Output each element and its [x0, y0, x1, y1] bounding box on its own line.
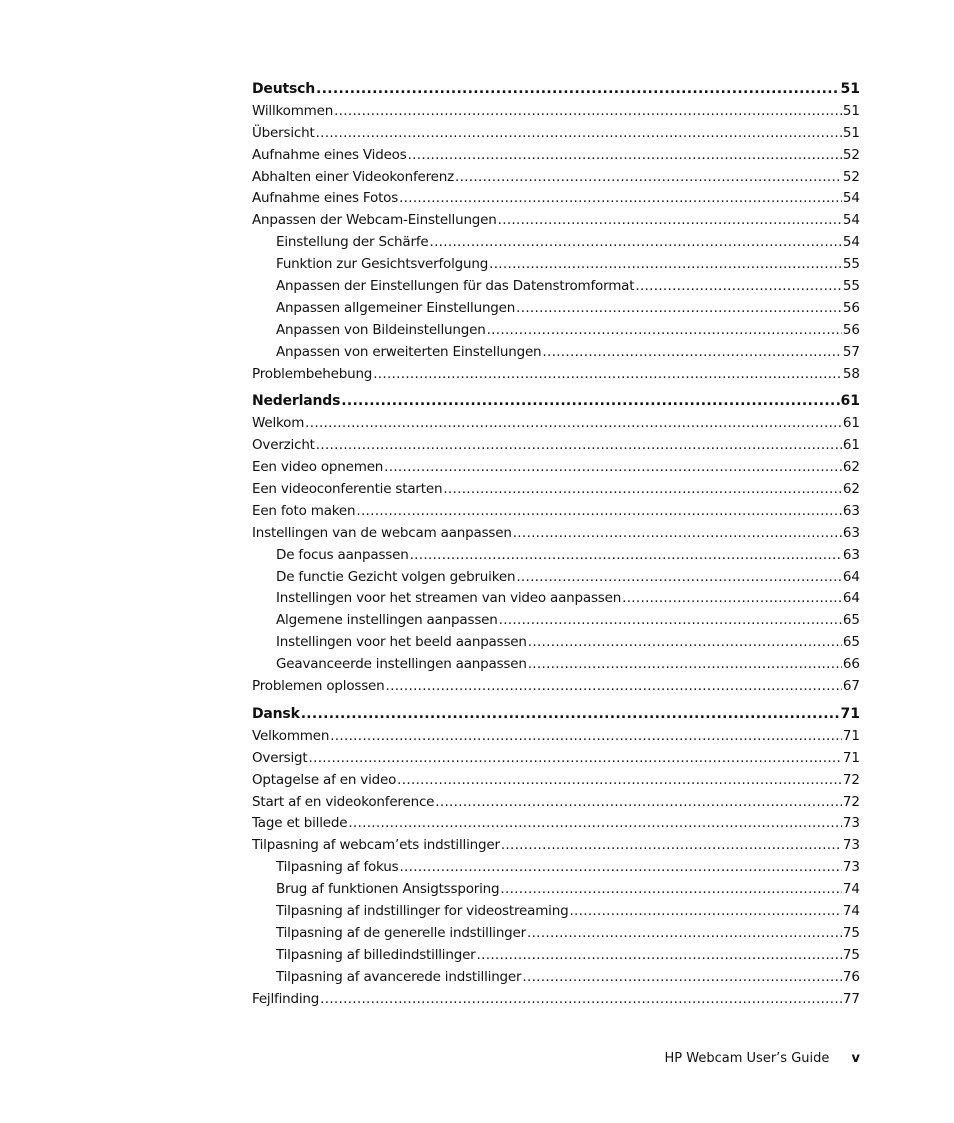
dot-leader — [542, 342, 841, 364]
toc-entry — [252, 588, 860, 610]
toc-entry — [252, 567, 860, 589]
toc-entry — [252, 342, 860, 364]
toc-page-number: 75 — [842, 924, 860, 941]
toc-entry — [252, 101, 860, 123]
toc-entry — [252, 654, 860, 676]
toc-entry-title: Een videoconferentie starten — [252, 481, 443, 498]
dot-leader — [516, 567, 842, 589]
toc-entry-title: Algemene instellingen aanpassen — [276, 612, 498, 629]
toc-entry — [252, 232, 860, 254]
dot-leader — [305, 413, 842, 435]
toc-entry — [252, 945, 860, 967]
toc-page-number: 73 — [842, 837, 860, 854]
toc-entry-title: Instellingen voor het streamen van video aanpassen — [276, 590, 622, 607]
toc-entry — [252, 770, 860, 792]
toc-page-number: 62 — [842, 459, 860, 476]
toc-section — [252, 391, 860, 697]
dot-leader — [455, 167, 842, 189]
dot-leader — [489, 254, 842, 276]
dot-leader — [316, 79, 840, 101]
toc-section — [252, 79, 860, 385]
toc-entry-title: Tage et billede — [252, 815, 348, 832]
toc-entry-title: Start af en videokonference — [252, 793, 435, 810]
toc-entry — [252, 792, 860, 814]
toc-page-number: 52 — [842, 168, 860, 185]
toc-entry-title: Deutsch — [252, 81, 315, 97]
toc-page-number: 54 — [842, 190, 860, 207]
toc-entry — [252, 857, 860, 879]
dot-leader — [399, 188, 842, 210]
dot-leader — [334, 101, 842, 123]
toc-entry — [252, 923, 860, 945]
toc-entry-title: Een foto maken — [252, 502, 356, 519]
toc-entry-title: Anpassen von erweiterten Einstellungen — [276, 343, 542, 360]
dot-leader — [373, 364, 842, 386]
toc-entry — [252, 457, 860, 479]
toc-entry-title: Oversigt — [252, 749, 308, 766]
dot-leader — [408, 145, 842, 167]
toc-entry — [252, 813, 860, 835]
toc-page-number: 64 — [842, 568, 860, 585]
toc-page-number: 77 — [842, 990, 860, 1007]
toc-entry-title: De focus aanpassen — [276, 546, 409, 563]
toc-entry-title: Tilpasning af avancerede indstillinger — [276, 968, 522, 985]
dot-leader — [430, 232, 842, 254]
toc-page-number: 76 — [842, 968, 860, 985]
toc-entry — [252, 435, 860, 457]
toc-entry-title: Instellingen voor het beeld aanpassen — [276, 634, 527, 651]
toc-page-number: 72 — [842, 793, 860, 810]
dot-leader — [397, 770, 842, 792]
dot-leader — [527, 923, 842, 945]
toc-page-number: 75 — [842, 946, 860, 963]
toc-entry — [252, 748, 860, 770]
dot-leader — [348, 813, 841, 835]
dot-leader — [399, 857, 841, 879]
toc-entry-title: Nederlands — [252, 393, 341, 410]
toc-entry — [252, 901, 860, 923]
toc-page-number: 63 — [842, 546, 860, 563]
toc-entry — [252, 188, 860, 210]
toc-section-heading — [252, 79, 860, 101]
page-footer — [665, 1051, 860, 1066]
toc-entry-title: Willkommen — [252, 102, 334, 119]
toc-page-number: 67 — [842, 678, 860, 695]
toc-entry-title: De functie Gezicht volgen gebruiken — [276, 568, 516, 585]
toc-entry — [252, 479, 860, 501]
toc-entry — [252, 320, 860, 342]
toc-entry-title: Funktion zur Gesichtsverfolgung — [276, 256, 489, 273]
toc-page-number: 71 — [842, 727, 860, 744]
toc-page-number: 61 — [840, 393, 860, 410]
toc-page-number: 54 — [842, 234, 860, 251]
toc-entry-title: Tilpasning af webcam’ets indstillinger — [252, 837, 500, 854]
toc-entry-title: Optagelse af en video — [252, 771, 397, 788]
toc-entry — [252, 632, 860, 654]
table-of-contents — [252, 79, 860, 1016]
toc-page-number: 62 — [842, 481, 860, 498]
toc-entry-title: Tilpasning af indstillinger for videostreaming — [276, 902, 569, 919]
dot-leader — [498, 210, 842, 232]
toc-entry-title: Tilpasning af de generelle indstillinger — [276, 924, 526, 941]
dot-leader — [499, 610, 842, 632]
toc-page-number: 55 — [842, 256, 860, 273]
toc-page-number: 52 — [842, 146, 860, 163]
dot-leader — [500, 879, 841, 901]
toc-entry-title: Welkom — [252, 415, 305, 432]
toc-entry — [252, 676, 860, 698]
toc-page-number: 74 — [842, 902, 860, 919]
toc-entry — [252, 364, 860, 386]
toc-page-number: 57 — [842, 343, 860, 360]
toc-page-number: 71 — [842, 749, 860, 766]
toc-entry — [252, 276, 860, 298]
dot-leader — [356, 501, 841, 523]
dot-leader — [386, 676, 842, 698]
toc-page-number: 74 — [842, 881, 860, 898]
toc-page-number: 73 — [842, 859, 860, 876]
dot-leader — [501, 835, 842, 857]
toc-entry-title: Aufnahme eines Videos — [252, 146, 407, 163]
dot-leader — [384, 457, 842, 479]
toc-section — [252, 704, 860, 1010]
toc-entry-title: Fejlfinding — [252, 990, 320, 1007]
dot-leader — [516, 298, 842, 320]
toc-entry — [252, 145, 860, 167]
toc-page-number: 72 — [842, 771, 860, 788]
dot-leader — [320, 989, 842, 1011]
toc-entry — [252, 254, 860, 276]
toc-page-number: 61 — [842, 415, 860, 432]
toc-entry-title: Problembehebung — [252, 365, 373, 382]
toc-entry-title: Aufnahme eines Fotos — [252, 190, 399, 207]
toc-entry — [252, 835, 860, 857]
toc-section-heading — [252, 704, 860, 726]
toc-page-number: 54 — [842, 212, 860, 229]
dot-leader — [435, 792, 842, 814]
dot-leader — [410, 545, 842, 567]
toc-page-number: 56 — [842, 321, 860, 338]
toc-entry — [252, 726, 860, 748]
toc-page-number: 51 — [842, 102, 860, 119]
toc-page-number: 61 — [842, 437, 860, 454]
toc-entry — [252, 545, 860, 567]
dot-leader — [477, 945, 842, 967]
toc-entry-title: Een video opnemen — [252, 459, 384, 476]
toc-entry-title: Dansk — [252, 705, 300, 722]
toc-entry-title: Velkommen — [252, 727, 330, 744]
dot-leader — [528, 654, 842, 676]
toc-entry-title: Brug af funktionen Ansigtssporing — [276, 881, 500, 898]
toc-entry-title: Problemen oplossen — [252, 678, 385, 695]
toc-entry-title: Instellingen van de webcam aanpassen — [252, 524, 512, 541]
toc-entry — [252, 989, 860, 1011]
toc-page-number: 63 — [842, 524, 860, 541]
toc-entry-title: Übersicht — [252, 124, 315, 141]
toc-page-number: 65 — [842, 634, 860, 651]
toc-page-number: 58 — [842, 365, 860, 382]
dot-leader — [569, 901, 841, 923]
footer-title: HP Webcam User’s Guide — [664, 1051, 830, 1066]
toc-entry — [252, 967, 860, 989]
toc-entry-title: Anpassen allgemeiner Einstellungen — [276, 299, 516, 316]
toc-entry-title: Anpassen der Einstellungen für das Datenstromformat — [276, 278, 635, 295]
toc-entry — [252, 413, 860, 435]
dot-leader — [316, 435, 842, 457]
toc-page-number: 66 — [842, 656, 860, 673]
toc-entry-title: Anpassen von Bildeinstellungen — [276, 321, 486, 338]
dot-leader — [522, 967, 841, 989]
dot-leader — [301, 704, 840, 726]
dot-leader — [513, 523, 842, 545]
toc-entry — [252, 167, 860, 189]
dot-leader — [309, 748, 842, 770]
toc-entry-title: Einstellung der Schärfe — [276, 234, 429, 251]
toc-entry-title: Tilpasning af billedindstillinger — [276, 946, 476, 963]
toc-entry — [252, 298, 860, 320]
toc-entry-title: Anpassen der Webcam-Einstellungen — [252, 212, 497, 229]
dot-leader — [443, 479, 841, 501]
toc-entry-title: Tilpasning af fokus — [276, 859, 399, 876]
toc-page-number: 65 — [842, 612, 860, 629]
toc-entry — [252, 123, 860, 145]
toc-entry — [252, 879, 860, 901]
toc-page-number: 64 — [842, 590, 860, 607]
toc-page-number: 51 — [840, 81, 860, 97]
toc-page-number: 55 — [842, 278, 860, 295]
footer-page-number: v — [851, 1051, 860, 1066]
dot-leader — [487, 320, 842, 342]
toc-page-number: 63 — [842, 502, 860, 519]
toc-entry-title: Abhalten einer Videokonferenz — [252, 168, 455, 185]
dot-leader — [316, 123, 842, 145]
toc-entry — [252, 610, 860, 632]
toc-entry-title: Geavanceerde instellingen aanpassen — [276, 656, 527, 673]
dot-leader — [528, 632, 842, 654]
toc-section-heading — [252, 391, 860, 413]
dot-leader — [622, 588, 842, 610]
toc-page-number: 73 — [842, 815, 860, 832]
toc-page-number: 71 — [840, 705, 860, 722]
toc-page-number: 51 — [842, 124, 860, 141]
dot-leader — [330, 726, 842, 748]
toc-entry — [252, 501, 860, 523]
toc-entry — [252, 523, 860, 545]
dot-leader — [341, 391, 839, 413]
toc-entry-title: Overzicht — [252, 437, 315, 454]
toc-entry — [252, 210, 860, 232]
toc-page-number: 56 — [842, 299, 860, 316]
dot-leader — [635, 276, 841, 298]
